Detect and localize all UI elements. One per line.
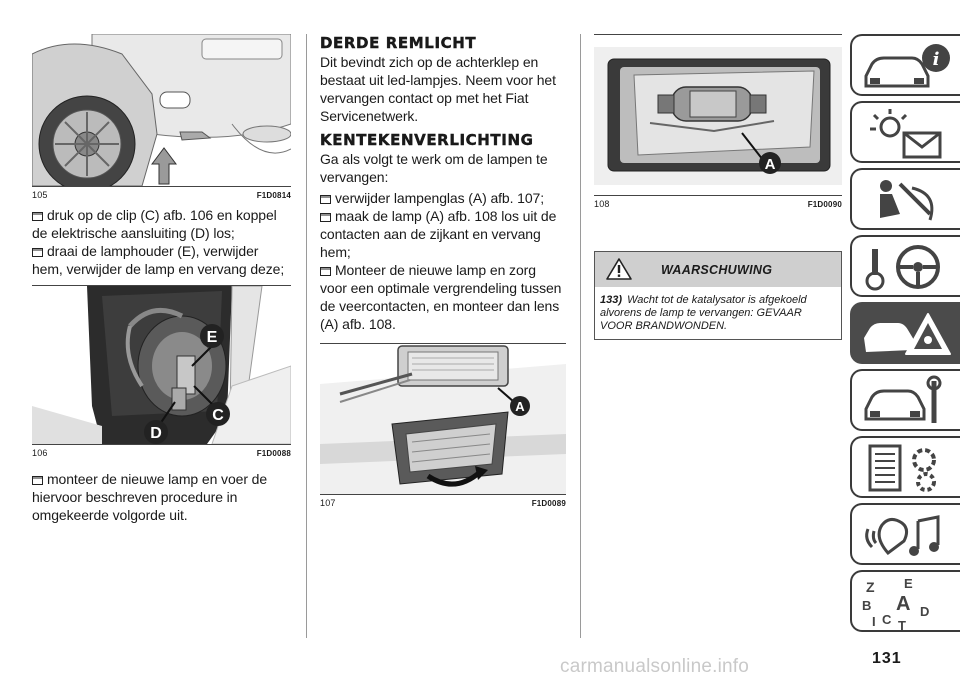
figure-code: F1D0090 xyxy=(807,200,842,209)
bullet-box-icon xyxy=(32,211,43,221)
bullet-box-icon xyxy=(32,475,43,485)
list-item-text: verwijder lampenglas (A) afb. 107; xyxy=(335,190,545,206)
lamp-holder-illustration xyxy=(32,286,291,444)
tab-multimedia[interactable] xyxy=(850,503,960,565)
warning-title: WAARSCHUWING xyxy=(661,262,773,277)
svg-text:B: B xyxy=(862,598,872,613)
svg-text:D: D xyxy=(920,604,930,619)
number-plate-light-illustration xyxy=(320,344,566,494)
bullet-box-icon xyxy=(320,194,331,204)
figure-number: 105 xyxy=(32,190,48,200)
warning-box xyxy=(594,251,842,340)
car-maintenance-icon xyxy=(860,375,956,429)
warning-message: Wacht tot de katalysator is afgekoeld alvorens de lamp te vervangen: GEVAAR VOOR BRANDWONDEN. xyxy=(600,294,807,332)
tab-safety[interactable] xyxy=(850,168,960,230)
car-rear-bumper-illustration xyxy=(32,34,291,186)
warning-triangle-icon xyxy=(605,257,633,281)
figure-code: F1D0089 xyxy=(531,499,566,508)
figure-105-caption xyxy=(32,187,291,206)
car-info-icon xyxy=(860,40,956,94)
tab-starting-driving[interactable] xyxy=(850,235,960,297)
figure-108 xyxy=(594,35,842,196)
callout-label-e: E xyxy=(206,329,218,346)
list-item xyxy=(320,207,566,261)
multimedia-icon xyxy=(860,509,956,563)
bullet-box-icon xyxy=(320,212,331,222)
svg-text:C: C xyxy=(882,612,892,627)
safety-airbag-icon xyxy=(860,174,956,228)
tab-maintenance[interactable] xyxy=(850,369,960,431)
tab-technical-data[interactable] xyxy=(850,436,960,498)
dashboard-lights-icon xyxy=(860,107,956,161)
key-steering-wheel-icon xyxy=(860,241,956,295)
index-icon xyxy=(860,576,956,630)
column-divider xyxy=(306,34,307,638)
callout-label-c: C xyxy=(212,407,224,424)
callout-label-a: A xyxy=(515,399,525,414)
bullet-box-icon xyxy=(320,266,331,276)
tab-emergency[interactable] xyxy=(850,302,960,364)
column-middle xyxy=(320,34,566,514)
figure-number: 107 xyxy=(320,498,336,508)
list-item-text: draai de lamphouder (E), verwijder hem, verwijder de lamp en vervang deze; xyxy=(32,243,285,277)
figure-code: F1D0814 xyxy=(256,191,291,200)
figure-number: 108 xyxy=(594,199,610,209)
callout-label-d: D xyxy=(150,425,162,442)
column-divider xyxy=(580,34,581,638)
figure-107 xyxy=(320,344,566,495)
svg-text:i: i xyxy=(932,49,940,70)
list-item xyxy=(320,261,566,333)
warning-text xyxy=(595,287,841,339)
svg-text:I: I xyxy=(872,614,876,629)
tab-index[interactable] xyxy=(850,570,960,632)
section-heading: DERDE REMLICHT xyxy=(320,34,477,52)
column-right xyxy=(594,34,842,340)
list-item-text: maak de lamp (A) afb. 108 los uit de contacten aan de zijkant en vervang hem; xyxy=(320,208,557,260)
figure-108-caption xyxy=(594,196,842,215)
page-number: 131 xyxy=(872,650,902,667)
plate-bulb-illustration xyxy=(594,35,842,195)
figure-106 xyxy=(32,286,291,445)
emergency-icon xyxy=(860,308,956,362)
figure-105 xyxy=(32,34,291,187)
bullet-box-icon xyxy=(32,247,43,257)
svg-text:E: E xyxy=(904,576,913,591)
section-heading: KENTEKENVERLICHTING xyxy=(320,131,534,149)
figure-107-caption xyxy=(320,495,566,514)
list-item-text: druk op de clip (C) afb. 106 en koppel de elektrische aansluiting (D) los; xyxy=(32,207,277,241)
watermark: carmanualsonline.info xyxy=(560,656,750,677)
paragraph: Ga als volgt te werk om de lampen te vervangen: xyxy=(320,151,548,185)
warning-reference: 133) xyxy=(600,294,623,306)
warning-header xyxy=(595,252,841,287)
figure-code: F1D0088 xyxy=(256,449,291,458)
tab-car-info[interactable] xyxy=(850,34,960,96)
list-item xyxy=(32,206,291,242)
list-item xyxy=(32,470,291,524)
callout-label-a: A xyxy=(764,156,776,173)
figure-number: 106 xyxy=(32,448,48,458)
list-item-text: Monteer de nieuwe lamp en zorg voor een optimale vergrendeling tussen de veercontacten, en monteer dan lens (A) afb. 108. xyxy=(320,262,562,332)
paragraph: Dit bevindt zich op de achterklep en bestaat uit led-lampjes. Neem voor het vervangen contact op met het Fiat Servicenetwerk. xyxy=(320,54,556,124)
svg-text:T: T xyxy=(898,618,906,630)
list-item xyxy=(320,189,566,207)
list-item xyxy=(32,242,291,278)
column-left xyxy=(32,34,291,524)
technical-data-icon xyxy=(860,442,956,496)
svg-text:Z: Z xyxy=(866,579,875,595)
list-item-text: monteer de nieuwe lamp en voer de hiervoor beschreven procedure in omgekeerde volgorde uit. xyxy=(32,471,268,523)
tab-dashboard-lights[interactable] xyxy=(850,101,960,163)
svg-text:A: A xyxy=(896,593,911,615)
figure-106-caption xyxy=(32,445,291,464)
